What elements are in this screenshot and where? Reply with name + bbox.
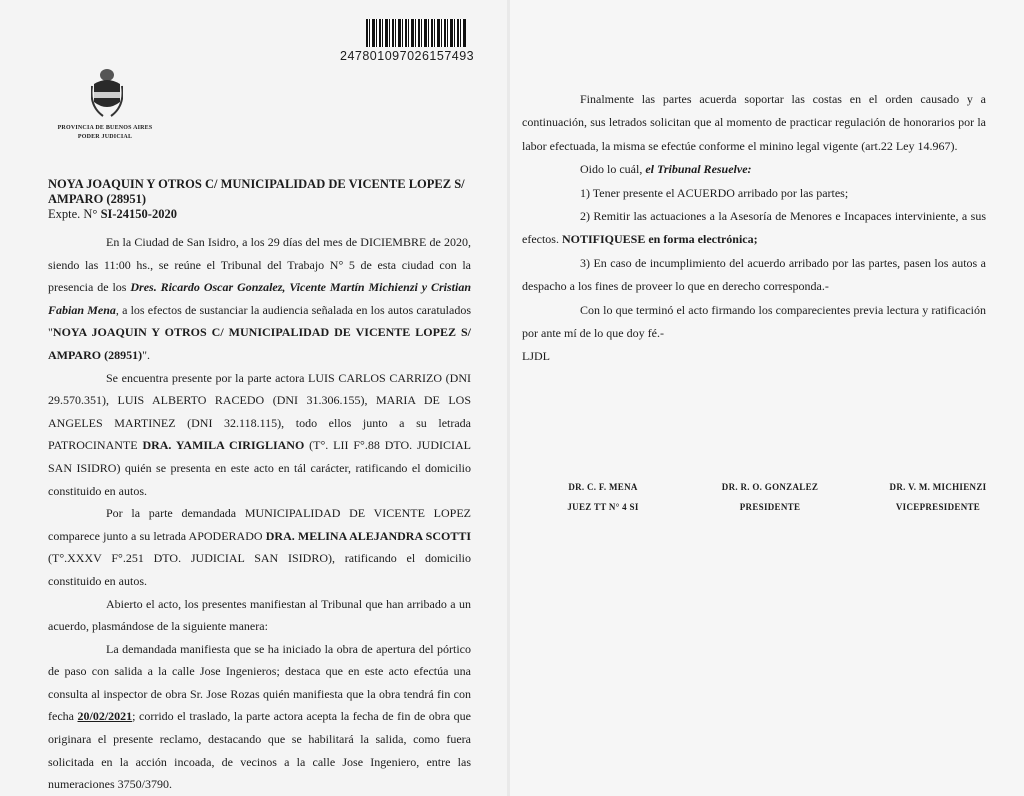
resolution-item-2: 2) Remitir las actuaciones a la Asesoría de Menores e Incapaces interviniente, a sus efectos. NOTIFIQUESE en forma electrónica; xyxy=(522,209,986,247)
judges-names: Dres. Ricardo Oscar Gonzalez, Vicente Martín Michienzi y Cristian Fabian Mena xyxy=(48,280,471,317)
signature-block-gonzalez xyxy=(700,477,840,517)
notification-notice: NOTIFIQUESE en forma electrónica; xyxy=(561,232,758,247)
signer-name: DR. C. F. MENA xyxy=(568,482,638,492)
expte-number: SI-24150-2020 xyxy=(100,207,177,221)
signer-name: DR. V. M. MICHIENZI xyxy=(889,482,987,492)
paragraph-resolves: Oido lo cuál, el Tribunal Resuelve: xyxy=(580,162,752,177)
signer-role: PRESIDENTE xyxy=(739,502,801,512)
paragraph-agreement: Abierto el acto, los presentes manifiestan al Tribunal que han arribado a un acuerdo, plasmándose de la siguiente manera: xyxy=(48,596,471,634)
signature-block-michienzi xyxy=(868,477,1008,517)
judicial-power: PODER JUDICIAL xyxy=(77,134,133,140)
case-caption-inline: NOYA JOAQUIN Y OTROS C/ MUNICIPALIDAD DE VICENTE LOPEZ S/ AMPARO (28951) xyxy=(48,325,471,362)
barcode-image xyxy=(366,19,466,47)
resolution-item-1: 1) Tener presente el ACUERDO arribado por las partes; xyxy=(580,185,849,200)
defendant-lawyer: DRA. MELINA ALEJANDRA SCOTTI xyxy=(265,528,471,543)
signer-role: VICEPRESIDENTE xyxy=(895,502,981,512)
right-body-text xyxy=(522,88,986,369)
coat-of-arms-icon xyxy=(91,66,123,127)
tribunal-resolves: el Tribunal Resuelve: xyxy=(645,162,752,177)
initials: LJDL xyxy=(522,349,550,364)
signature-block-mena xyxy=(548,477,658,517)
left-body-text xyxy=(48,231,471,796)
paragraph-closing: Con lo que terminó el acto firmando los comparecientes previa lectura y ratificación por ante mí de lo que doy fé.- xyxy=(522,302,986,341)
signer-role: JUEZ TT N° 4 SI xyxy=(567,502,639,512)
plaintiff-lawyer: DRA. YAMILA CIRIGLIANO xyxy=(142,438,305,453)
paragraph-costs: Finalmente las partes acuerda soportar las costas en el orden causado y a continuación, sus letrados solicitan que al momento de practicar regulación de honorarios por la labor efectuada, la misma se efectúe conforme el minino legal vigente (art.22 Ley 14.967). xyxy=(522,92,986,153)
paragraph-plaintiff: Se encuentra presente por la parte actora LUIS CARLOS CARRIZO (DNI 29.570.351), LUIS ALBERTO RACEDO (DNI 31.306.155), MARIA DE LOS ANGELES MARTINEZ (DNI 32.118.115), todo ellos junto a su letrada PATROCINANTE DRA. YAMILA CIRIGLIANO (T°. LII F°.88 DTO. JUDICIAL SAN ISIDRO) quién se presenta en este acto en tál carácter, ratificando el domicilio constituido en autos. xyxy=(48,370,471,498)
case-title: NOYA JOAQUIN Y OTROS C/ MUNICIPALIDAD DE VICENTE LOPEZ S/ AMPARO (28951) xyxy=(48,177,465,206)
resolution-item-3: 3) En caso de incumplimiento del acuerdo arribado por las partes, pasen los autos a despacho a los fines de proveer lo que en derecho corresponda.- xyxy=(522,255,986,294)
province-name: PROVINCIA DE BUENOS AIRES xyxy=(57,125,153,131)
case-caption xyxy=(48,177,488,222)
province-header xyxy=(40,124,170,142)
case-number-line xyxy=(48,207,488,222)
completion-date: 20/02/2021 xyxy=(77,709,133,724)
left-page xyxy=(0,0,507,796)
barcode-number: 247801097026157493 xyxy=(340,49,475,63)
expte-label: Expte. N° xyxy=(48,207,98,221)
paragraph-terms: La demandada manifiesta que se ha iniciado la obra de apertura del pórtico de paso con salida a la calle Jose Ingenieros; destaca que en este acto efectúa una consulta al inspector de obra Sr. Jose Rozas quién manifiesta que la obra tendrá fin con fecha 20/02/2021; corrido el traslado, la parte actora acepta la fecha de fin de obra que originara el presente reclamo, destacando que se habilitará la salida, como fuera solicitada en la acción incoada, de vecinos a la calle Jose Ingeniero, entre las numeraciones 3750/3790. xyxy=(48,641,471,792)
paragraph-defendant: Por la parte demandada MUNICIPALIDAD DE VICENTE LOPEZ comparece junto a su letrada APODERADO DRA. MELINA ALEJANDRA SCOTTI (T°.XXXV F°.251 DTO. JUDICIAL SAN ISIDRO), ratificando el domicilio constituido en autos. xyxy=(48,506,471,588)
signer-name: DR. R. O. GONZALEZ xyxy=(721,482,819,492)
paragraph-opening: En la Ciudad de San Isidro, a los 29 días del mes de DICIEMBRE de 2020, siendo las 11:00 hs., se reúne el Tribunal del Trabajo N° 5 de esta ciudad con la presencia de los Dres. Ricardo Oscar Gonzalez, Vicente Martín Michienzi y Cristian Fabian Mena, a los efectos de sustanciar la audiencia señalada en los autos caratulados "NOYA JOAQUIN Y OTROS C/ MUNICIPALIDAD DE VICENTE LOPEZ S/ AMPARO (28951)". xyxy=(48,235,471,362)
